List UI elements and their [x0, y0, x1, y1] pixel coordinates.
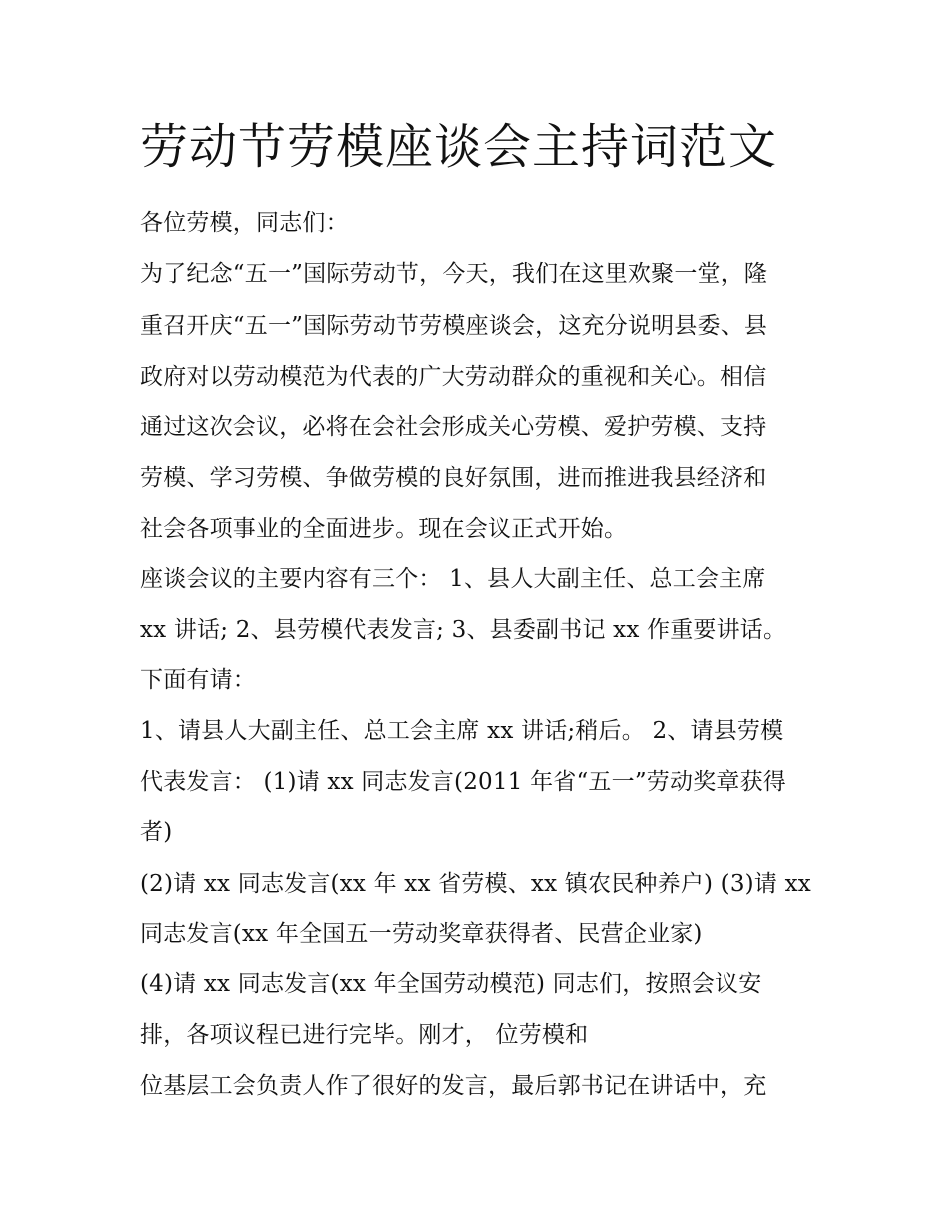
paragraph-line: 1、请县人大副主任、总工会主席 xx 讲话;稍后。 2、请县劳模	[140, 718, 784, 744]
paragraph-line: 各位劳模，同志们：	[140, 210, 349, 236]
paragraph-line: (2)请 xx 同志发言(xx 年 xx 省劳模、xx 镇农民种养户) (3)请 xx	[140, 871, 811, 897]
paragraph-line: 位基层工会负责人作了很好的发言，最后郭书记在讲话中，充	[140, 1073, 767, 1099]
paragraph-line: 通过这次会议，必将在会社会形成关心劳模、爱护劳模、支持	[140, 414, 767, 440]
paragraph-line: 排，各项议程已进行完毕。刚才， 位劳模和	[140, 1022, 589, 1048]
paragraph-line: 下面有请：	[140, 667, 256, 693]
paragraph-line: 社会各项事业的全面进步。现在会议正式开始。	[140, 516, 628, 542]
paragraph-line: 同志发言(xx 年全国五一劳动奖章获得者、民营企业家)	[140, 921, 703, 947]
paragraph-line: 为了纪念“五一”国际劳动节，今天，我们在这里欢聚一堂，隆	[140, 261, 768, 287]
paragraph-line: 重召开庆“五一”国际劳动节劳模座谈会，这充分说明县委、县	[140, 313, 768, 339]
paragraph-line: 劳模、学习劳模、争做劳模的良好氛围，进而推进我县经济和	[140, 465, 767, 491]
paragraph-line: (4)请 xx 同志发言(xx 年全国劳动模范) 同志们，按照会议安	[140, 971, 762, 997]
paragraph-line: 政府对以劳动模范为代表的广大劳动群众的重视和关心。相信	[140, 364, 767, 390]
paragraph-line: 者)	[140, 819, 173, 845]
paragraph-line: 座谈会议的主要内容有三个： 1、县人大副主任、总工会主席	[140, 566, 766, 592]
paragraph-line: 代表发言： (1)请 xx 同志发言(2011 年省“五一”劳动奖章获得	[140, 769, 786, 795]
paragraph-line: xx 讲话; 2、县劳模代表发言; 3、县委副书记 xx 作重要讲话。	[140, 617, 787, 643]
document-title: 劳动节劳模座谈会主持词范文	[140, 119, 778, 175]
